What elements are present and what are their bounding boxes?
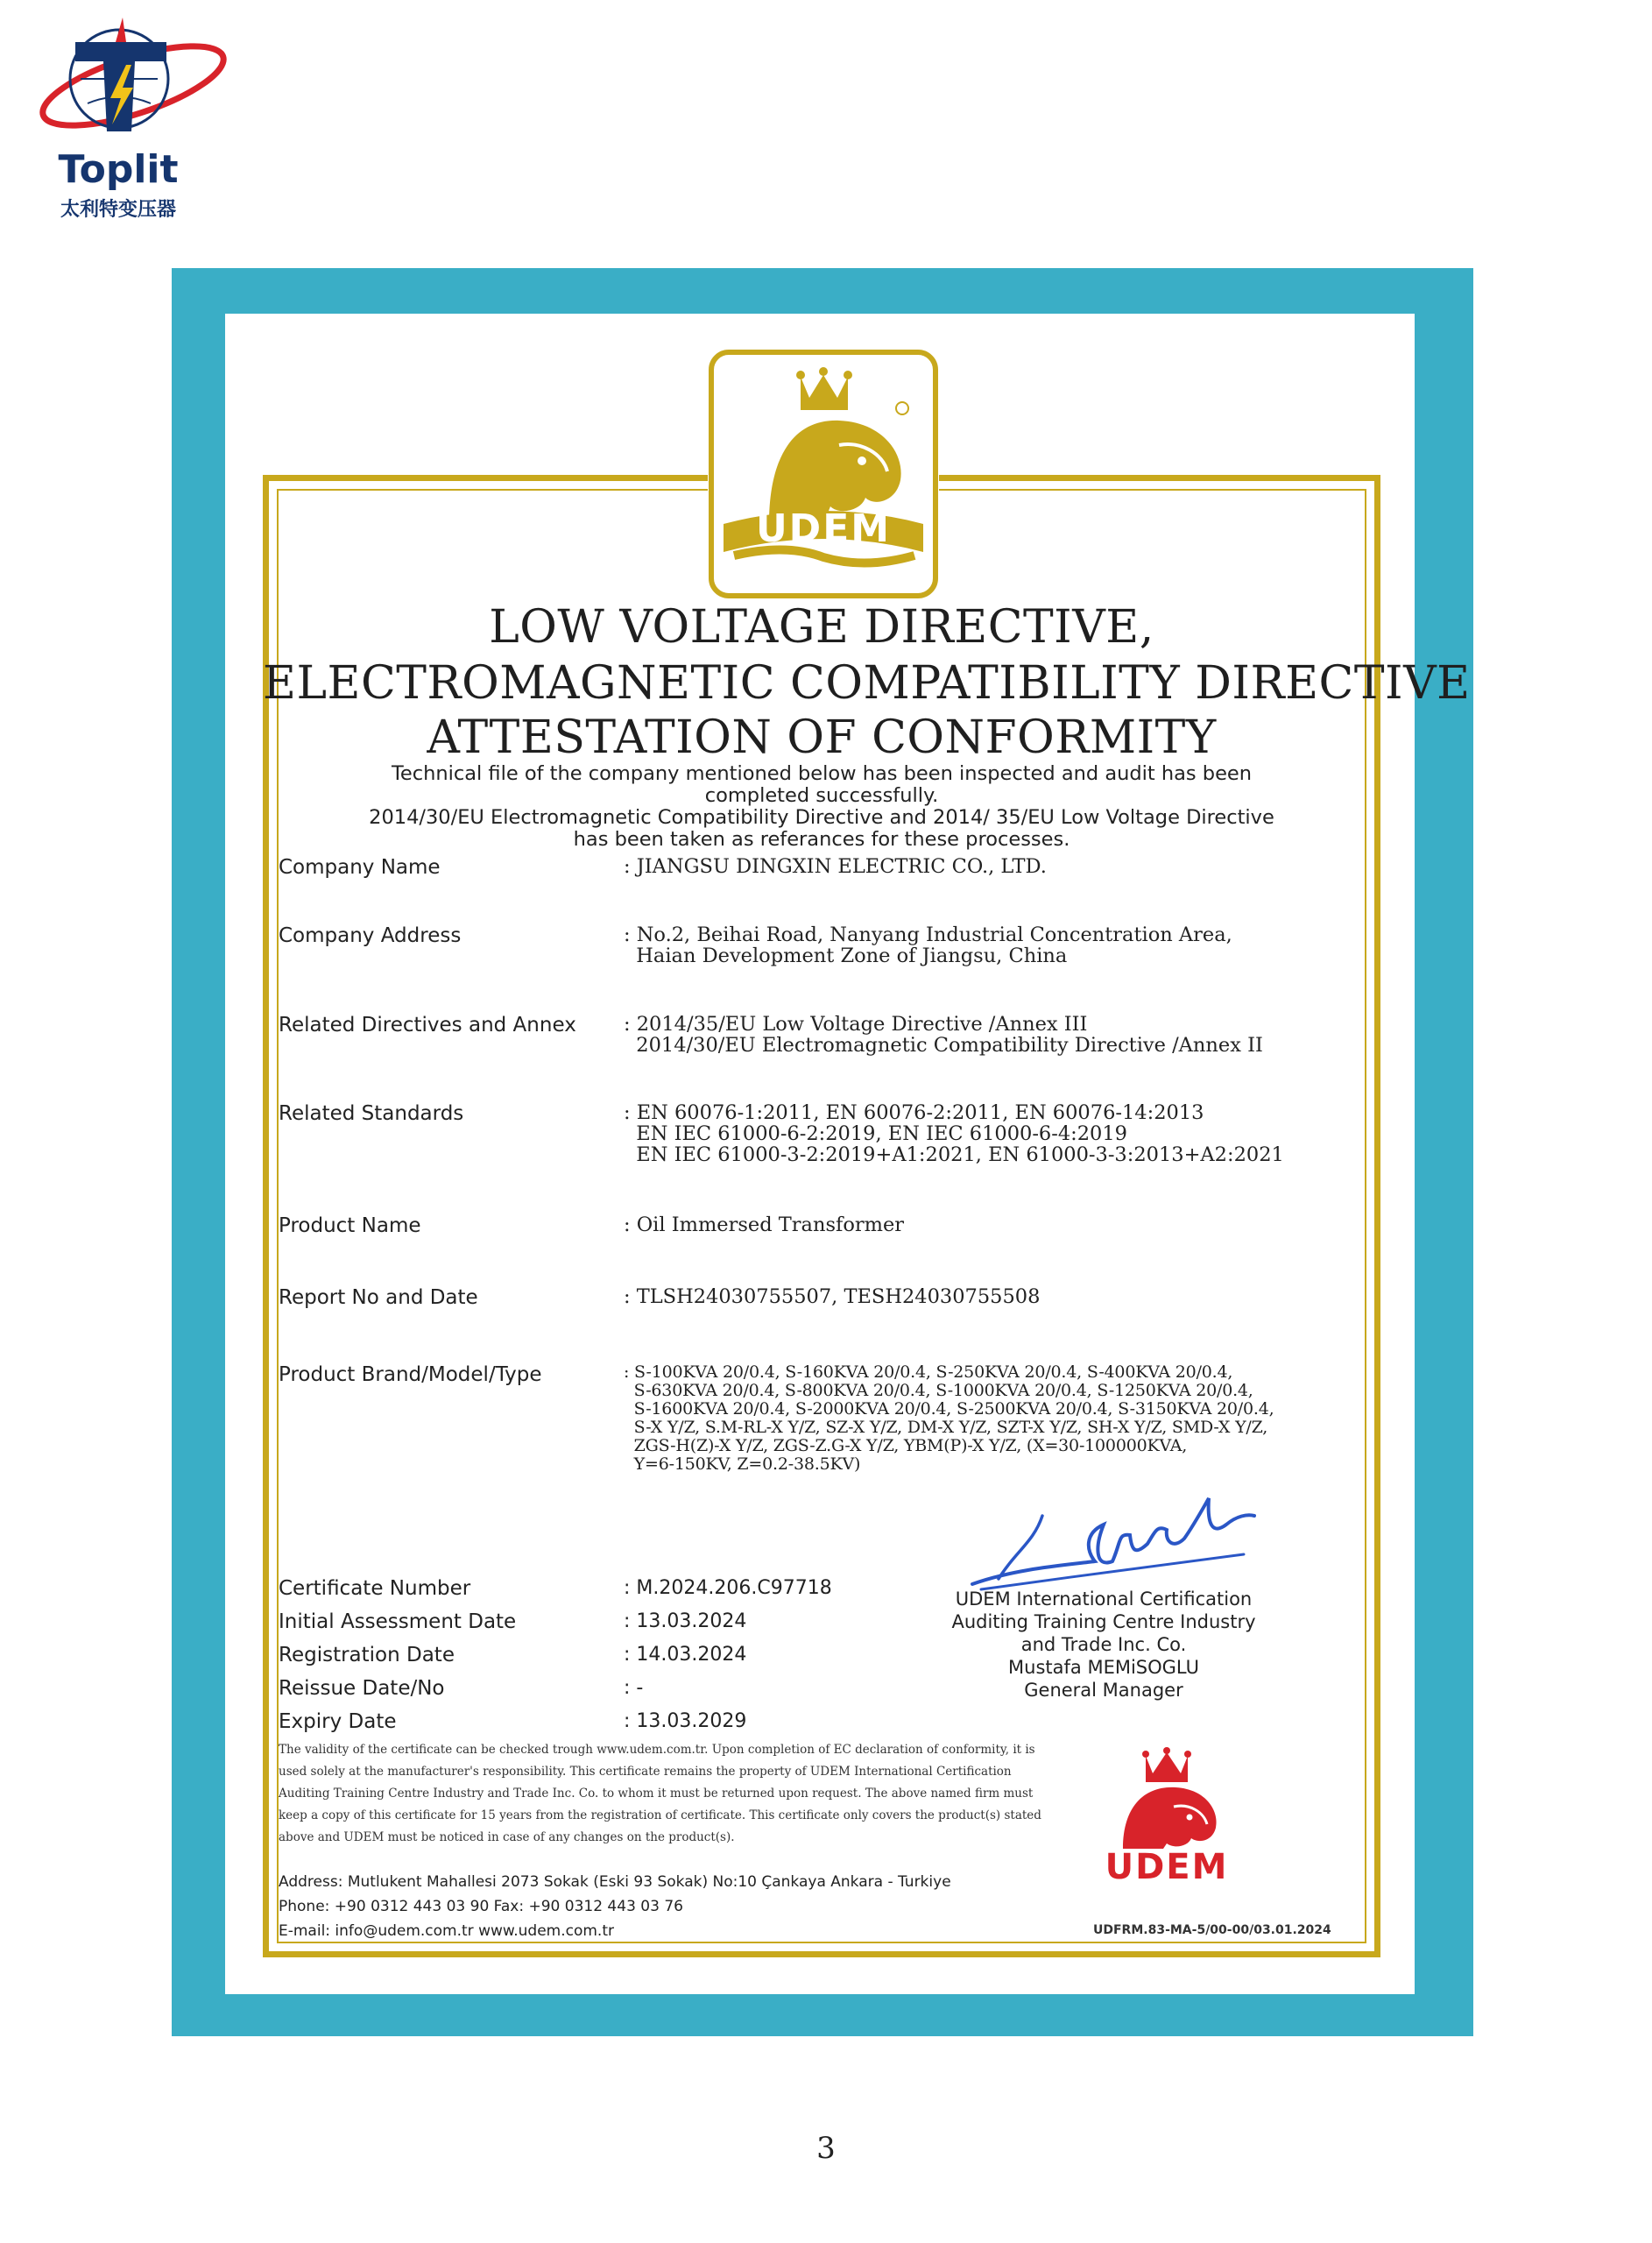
intro-line-3: 2014/30/EU Electromagnetic Compatibility Directive and 2014/ 35/EU Low Voltage Directive [369,806,1274,829]
company-address-line-2: Haian Development Zone of Jiangsu, China [624,945,1068,967]
reissue-value: : - [624,1677,644,1699]
udem-emblem-text: UDEM [755,506,892,551]
signer-block [946,1588,1261,1702]
reissue-label: Reissue Date/No [279,1677,445,1700]
company-name-value: : JIANGSU DINGXIN ELECTRIC CO., LTD. [624,855,1047,878]
standards-line-1: : EN 60076-1:2011, EN 60076-2:2011, EN 60076-14:2013 [624,1101,1204,1124]
directives-line-1: : 2014/35/EU Low Voltage Directive /Annex III [624,1013,1088,1036]
form-code: UDFRM.83-MA-5/00-00/03.01.2024 [1093,1923,1331,1937]
title-line-1: LOW VOLTAGE DIRECTIVE, [489,601,1154,654]
intro-line-1: Technical file of the company mentioned below has been inspected and audit has been [391,762,1253,785]
directives-line-2: 2014/30/EU Electromagnetic Compatibility Directive /Annex II [624,1034,1263,1057]
report-value: : TLSH24030755507, TESH24030755508 [624,1285,1041,1308]
registration-date-value: : 14.03.2024 [624,1644,747,1666]
intro-line-2: completed successfully. [704,784,939,807]
directives-label: Related Directives and Annex [279,1014,576,1037]
signer-line-1: UDEM International Certification [955,1588,1253,1610]
signer-line-5: General Manager [1024,1680,1183,1701]
model-line-6: Y=6-150KV, Z=0.2-38.5KV) [624,1454,861,1474]
standards-label: Related Standards [279,1102,464,1125]
model-line-2: S-630KVA 20/0.4, S-800KVA 20/0.4, S-1000KVA 20/0.4, S-1250KVA 20/0.4, [624,1381,1253,1400]
signer-line-4: Mustafa MEMiSOGLU [1008,1657,1199,1678]
page-number: 3 [816,2131,836,2166]
udem-stamp [1079,1744,1254,1893]
company-name-label: Company Name [279,856,441,879]
model-line-5: ZGS-H(Z)-X Y/Z, ZGS-Z.G-X Y/Z, YBM(P)-X Y/Z, (X=30-100000KVA, [624,1436,1188,1455]
signer-line-3: and Trade Inc. Co. [1020,1634,1187,1655]
intro-line-4: has been taken as referances for these processes. [573,828,1070,851]
registration-date-label: Registration Date [279,1644,455,1666]
report-label: Report No and Date [279,1286,478,1309]
company-address-line-1: : No.2, Beihai Road, Nanyang Industrial Concentration Area, [624,923,1232,946]
initial-assessment-label: Initial Assessment Date [279,1610,517,1633]
model-line-1: : S-100KVA 20/0.4, S-160KVA 20/0.4, S-250KVA 20/0.4, S-400KVA 20/0.4, [624,1362,1233,1382]
signer-line-2: Auditing Training Centre Industry [951,1611,1256,1632]
product-name-label: Product Name [279,1214,421,1237]
model-line-3: S-1600KVA 20/0.4, S-2000KVA 20/0.4, S-2500KVA 20/0.4, S-3150KVA 20/0.4, [624,1399,1274,1419]
product-name-value: : Oil Immersed Transformer [624,1213,905,1236]
initial-assessment-value: : 13.03.2024 [624,1610,747,1632]
brand-name-chinese: 太利特变压器 [60,199,176,221]
certificate-number-label: Certificate Number [279,1577,471,1600]
fine-print: The validity of the certificate can be checked trough www.udem.com.tr. Upon completion of EC declaration of conformity, it is used solely at the manufacturer's responsibility. This certificate remains the property of UDEM International Certification Auditing Training Centre Industry and Trade Inc. Co. to whom it must be returned upon request. The above named firm must keep a copy of this certificate for 15 years from the registration of certificate. This certificate only covers the product(s) stated above and UDEM must be noticed in case of any changes on the product(s). [279,1743,1041,1844]
email-line: E-mail: info@udem.com.tr www.udem.com.tr [279,1922,614,1940]
udem-emblem [708,349,939,599]
standards-line-3: EN IEC 61000-3-2:2019+A1:2021, EN 61000-3-3:2013+A2:2021 [624,1143,1284,1166]
address-line: Address: Mutlukent Mahallesi 2073 Sokak (Eski 93 Sokak) No:10 Çankaya Ankara - Turkiye [279,1873,951,1891]
certificate-number-value: : M.2024.206.C97718 [624,1577,832,1599]
model-label: Product Brand/Model/Type [279,1363,542,1386]
signature-icon [964,1481,1261,1595]
company-address-label: Company Address [279,924,462,947]
standards-line-2: EN IEC 61000-6-2:2019, EN IEC 61000-6-4:2019 [624,1122,1128,1145]
lion-crown-icon [708,349,939,599]
expiry-label: Expiry Date [279,1710,397,1733]
expiry-value: : 13.03.2029 [624,1710,747,1732]
title-line-3: ATTESTATION OF CONFORMITY [427,711,1217,764]
toplit-logo [35,7,237,221]
title-line-2: ELECTROMAGNETIC COMPATIBILITY DIRECTIVE [263,657,1471,710]
brand-name: Toplit [58,147,179,192]
transmission-tower-icon [35,7,237,156]
phone-line: Phone: +90 0312 443 03 90 Fax: +90 0312 443 03 76 [279,1898,683,1915]
udem-stamp-text: UDEM [1105,1847,1229,1887]
model-line-4: S-X Y/Z, S.M-RL-X Y/Z, SZ-X Y/Z, DM-X Y/Z, SZT-X Y/Z, SH-X Y/Z, SMD-X Y/Z, [624,1418,1268,1437]
